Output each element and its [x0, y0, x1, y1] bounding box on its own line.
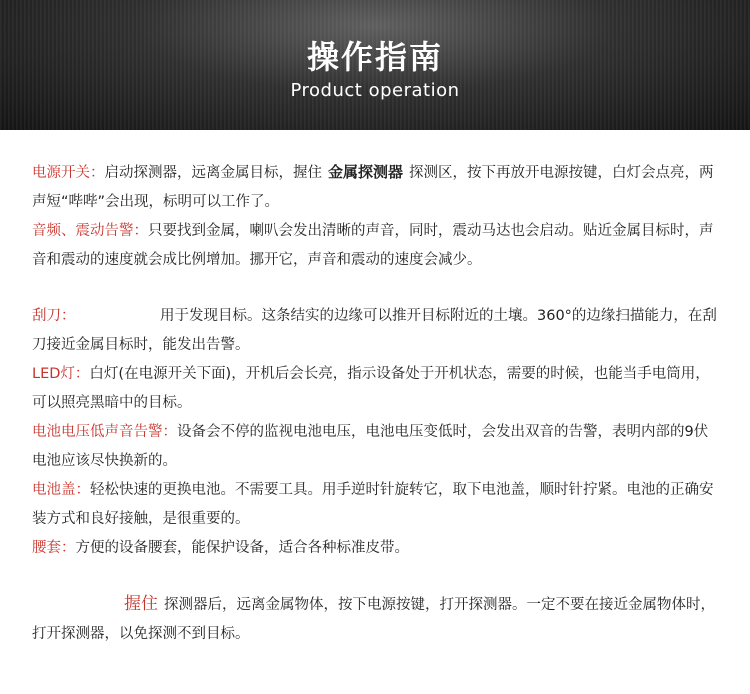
section-label: LED灯： — [32, 366, 90, 382]
instructions-body — [32, 158, 722, 649]
section-scraper — [32, 302, 722, 360]
section-label: 音频、震动告警： — [32, 223, 148, 239]
header-banner — [0, 0, 750, 130]
section-text: 只要找到金属，喇叭会发出清晰的声音，同时，震动马达也会启动。贴近金属目标时，声音和震动的速度就会成比例增加。挪开它，声音和震动的速度会减少。 — [32, 223, 714, 268]
section-hold — [32, 590, 722, 649]
spacer — [32, 275, 722, 302]
spacer — [32, 563, 722, 590]
section-text: 白灯(在电源开关下面)，开机后会长亮，指示设备处于开机状态，需要的时候，也能当手电筒用，可以照亮黑暗中的目标。 — [32, 366, 710, 411]
section-text: 设备会不停的监视电池电压，电池电压变低时，会发出双音的告警，表明内部的9伏电池应该尽快换新的。 — [32, 424, 709, 469]
section-holster — [32, 534, 722, 563]
section-power — [32, 158, 722, 217]
section-label: 腰套： — [32, 540, 76, 556]
page-subtitle: Product operation — [290, 80, 460, 101]
section-label: 电池盖： — [32, 482, 90, 498]
section-text: 探测器后，远离金属物体，按下电源按键，打开探测器。一定不要在接近金属物体时，打开探测器，以免探测不到目标。 — [32, 597, 715, 642]
section-text: 方便的设备腰套，能保护设备，适合各种标准皮带。 — [75, 540, 409, 556]
product-name-highlight: 金属探测器 — [328, 163, 404, 181]
section-text: 启动探测器，远离金属目标，握住 — [104, 165, 322, 181]
section-text: 探测区，按下再放开电源按键，白灯会点亮，两声短“哔哔”会出现，标明可以工作了。 — [32, 165, 714, 210]
section-label: 电池电压低声音告警： — [32, 424, 177, 440]
section-battery-cover — [32, 476, 722, 534]
section-battery-alarm — [32, 418, 722, 476]
section-alarm — [32, 217, 722, 275]
section-label: 握住 — [124, 594, 158, 614]
section-text: 轻松快速的更换电池。不需要工具。用手逆时针旋转它，取下电池盖，顺时针拧紧。电池的正确安装方式和良好接触，是很重要的。 — [32, 482, 714, 527]
section-led — [32, 360, 722, 418]
section-label: 刮刀： — [32, 308, 76, 324]
section-label: 电源开关： — [32, 165, 105, 181]
page-title: 操作指南 — [306, 38, 443, 76]
section-text: 用于发现目标。这条结实的边缘可以推开目标附近的土壤。360°的边缘扫描能力，在刮刀接近金属目标时，能发出告警。 — [32, 308, 717, 353]
